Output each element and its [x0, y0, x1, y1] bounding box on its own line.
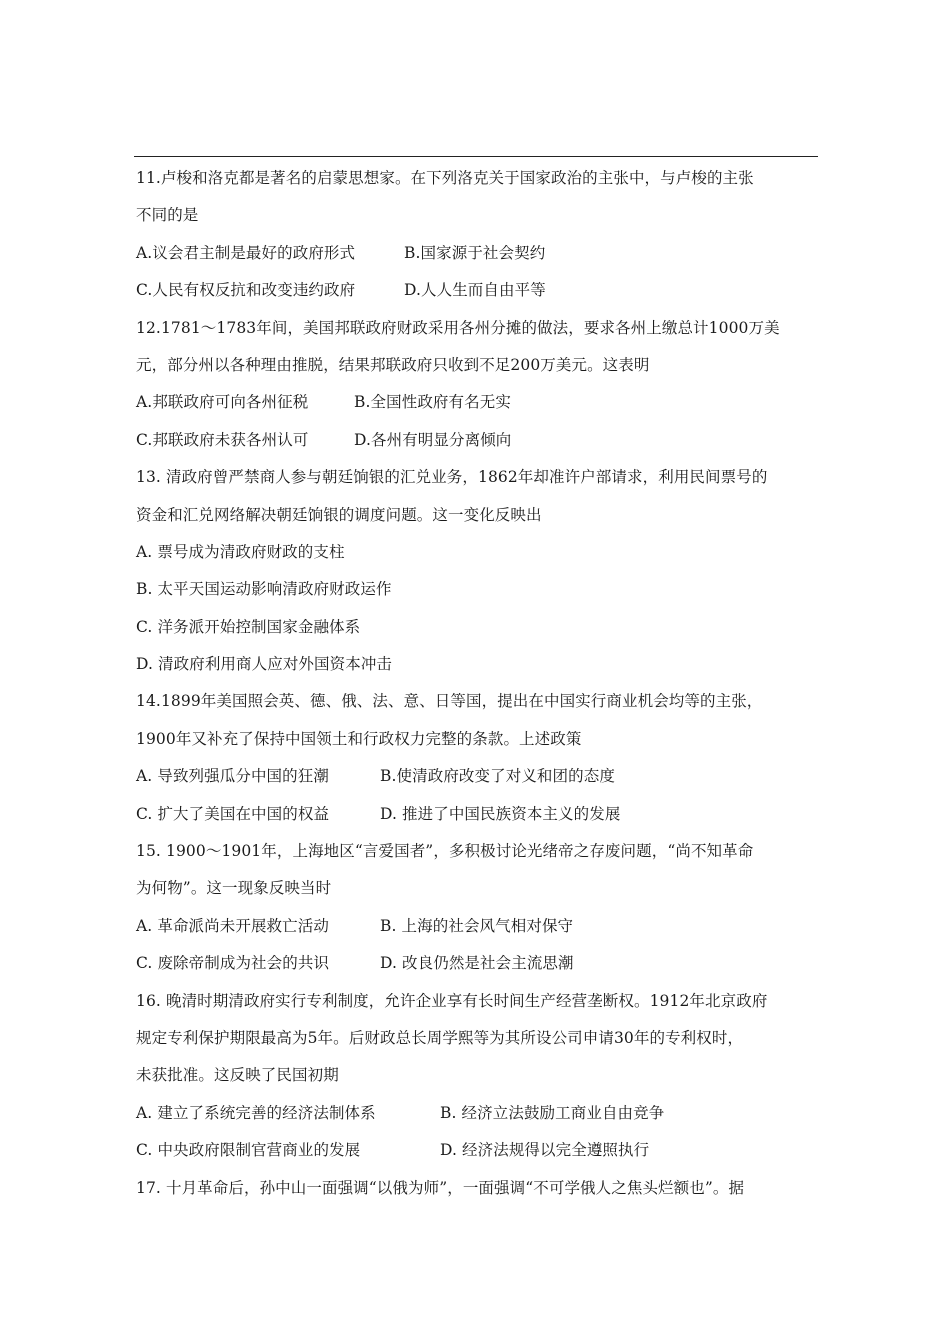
option-a: A.邦联政府可向各州征税: [136, 393, 309, 412]
question-16: [136, 983, 818, 1170]
option-d: D. 推进了中国民族资本主义的发展: [380, 804, 621, 823]
question-stem-line: 12.1781～1783年间，美国邦联政府财政采用各州分摊的做法，要求各州上缴总计1000万美: [136, 318, 780, 337]
options-row: [136, 272, 818, 309]
option-c: C.人民有权反抗和改变违约政府: [136, 281, 356, 300]
question-stem-line: 资金和汇兑网络解决朝廷饷银的调度问题。这一变化反映出: [136, 505, 542, 524]
option-a: A. 票号成为清政府财政的支柱: [136, 542, 345, 561]
options-row: [136, 384, 818, 421]
options-row: [136, 235, 818, 272]
option-c: C. 中央政府限制官营商业的发展: [136, 1141, 361, 1160]
option-d: D. 改良仍然是社会主流思潮: [380, 954, 574, 973]
option-b: B.全国性政府有名无实: [354, 393, 511, 412]
option-b: B.国家源于社会契约: [404, 243, 546, 262]
question-stem-line: 不同的是: [136, 206, 199, 225]
option-d: D.人人生而自由平等: [404, 281, 546, 300]
question-13: [136, 459, 818, 683]
question-stem-line: 元，部分州以各种理由推脱，结果邦联政府只收到不足200万美元。这表明: [136, 355, 650, 374]
option-a: A. 导致列强瓜分中国的狂潮: [136, 767, 329, 786]
question-stem-line: 1900年又补充了保持中国领土和行政权力完整的条款。上述政策: [136, 729, 582, 748]
option-b: B. 经济立法鼓励工商业自由竞争: [440, 1103, 665, 1122]
options-row: [136, 945, 818, 982]
question-12: [136, 310, 818, 460]
option-a: A. 革命派尚未开展救亡活动: [136, 916, 329, 935]
options-row: [136, 1095, 818, 1132]
question-stem-line: 13. 清政府曾严禁商人参与朝廷饷银的汇兑业务，1862年却准许户部请求，利用民间票号的: [136, 468, 768, 487]
option-a: A. 建立了系统完善的经济法制体系: [136, 1103, 376, 1122]
option-b: B.使清政府改变了对义和团的态度: [380, 767, 615, 786]
question-stem-line: 17. 十月革命后，孙中山一面强调“以俄为师”，一面强调“不可学俄人之焦头烂额也”。据: [136, 1178, 745, 1197]
question-17: [136, 1170, 818, 1207]
question-15: [136, 833, 818, 983]
question-stem-line: 规定专利保护期限最高为5年。后财政总长周学熙等为其所设公司申请30年的专利权时，: [136, 1028, 744, 1047]
option-d: D. 经济法规得以完全遵照执行: [440, 1141, 650, 1160]
question-stem-line: 14.1899年美国照会英、德、俄、法、意、日等国，提出在中国实行商业机会均等的主张，: [136, 692, 763, 711]
options-row: [136, 758, 818, 795]
options-row: [136, 908, 818, 945]
question-stem-line: 16. 晚清时期清政府实行专利制度，允许企业享有长时间生产经营垄断权。1912年北京政府: [136, 991, 768, 1010]
question-stem-line: 未获批准。这反映了民国初期: [136, 1066, 339, 1085]
option-b: B. 太平天国运动影响清政府财政运作: [136, 580, 392, 599]
question-list: [136, 160, 818, 1207]
options-row: [136, 1132, 818, 1169]
option-c: C. 洋务派开始控制国家金融体系: [136, 617, 361, 636]
header-rule: [134, 156, 818, 157]
option-c: C. 废除帝制成为社会的共识: [136, 954, 330, 973]
option-d: D. 清政府利用商人应对外国资本冲击: [136, 655, 393, 674]
option-b: B. 上海的社会风气相对保守: [380, 916, 574, 935]
options-row: [136, 796, 818, 833]
option-a: A.议会君主制是最好的政府形式: [136, 243, 356, 262]
option-d: D.各州有明显分离倾向: [354, 430, 512, 449]
question-stem-line: 15. 1900～1901年，上海地区“言爱国者”，多积极讨论光绪帝之存废问题，“尚不知革命: [136, 842, 754, 861]
question-stem-line: 为何物”。这一现象反映当时: [136, 879, 332, 898]
options-row: [136, 422, 818, 459]
question-stem-line: 11.卢梭和洛克都是著名的启蒙思想家。在下列洛克关于国家政治的主张中，与卢梭的主张: [136, 169, 754, 187]
option-c: C. 扩大了美国在中国的权益: [136, 804, 330, 823]
question-11: [136, 160, 818, 310]
question-14: [136, 683, 818, 833]
option-c: C.邦联政府未获各州认可: [136, 430, 309, 449]
